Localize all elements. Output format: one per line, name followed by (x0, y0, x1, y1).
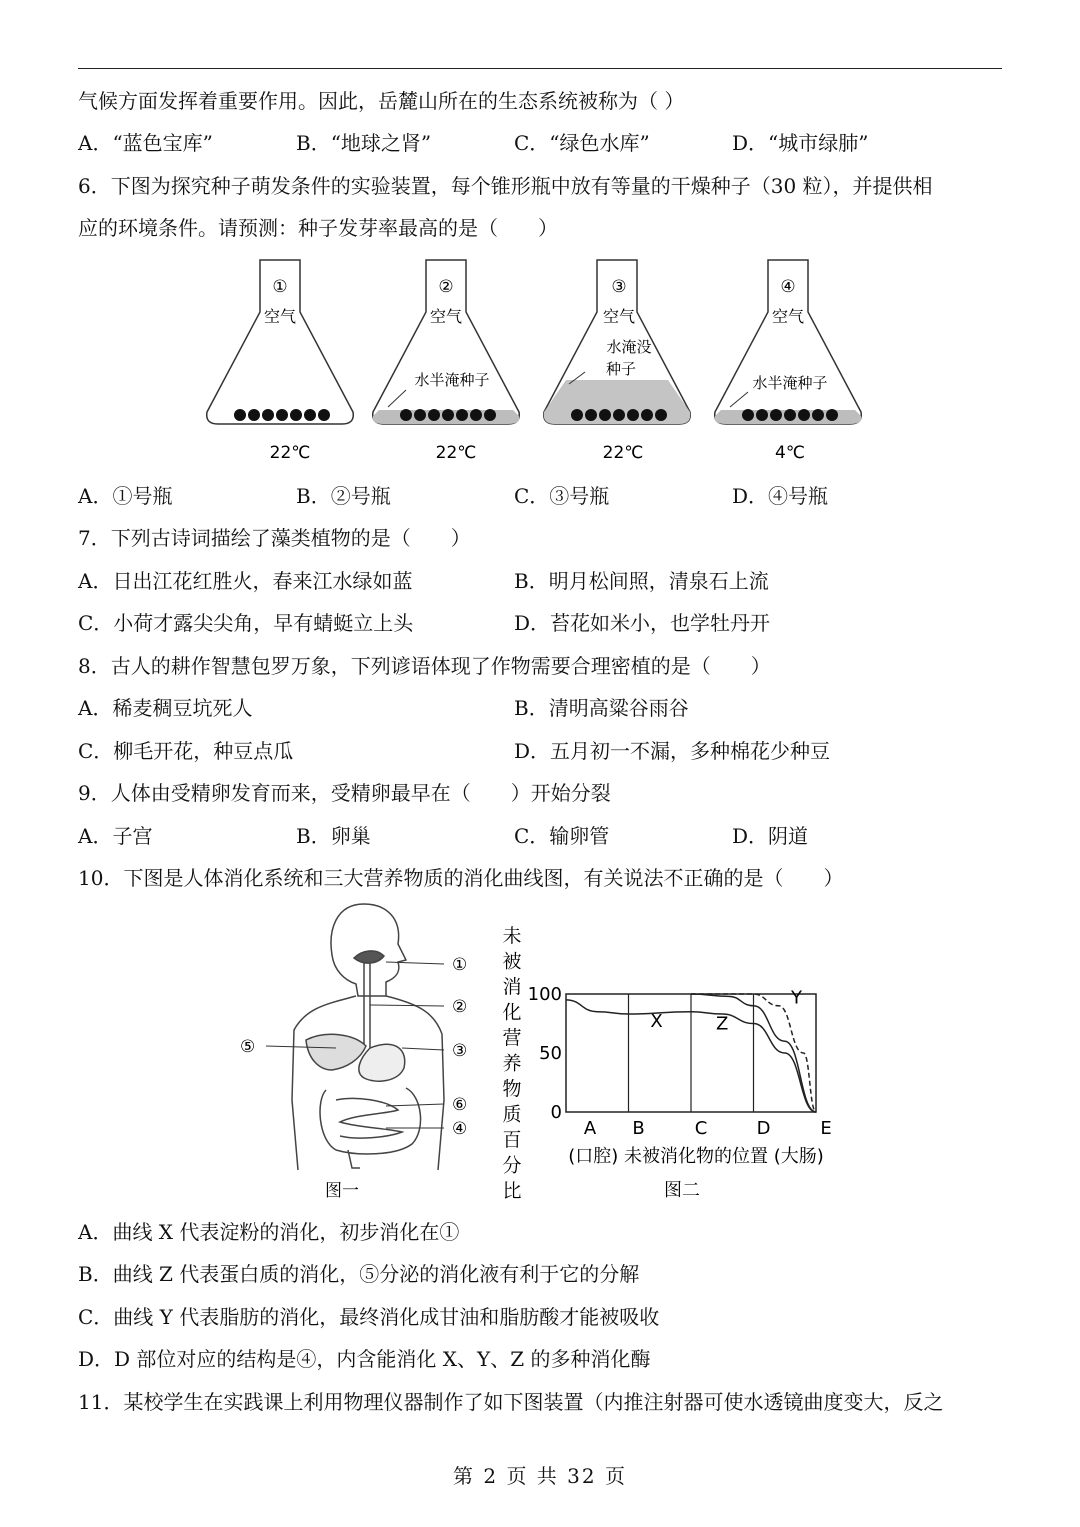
fig1-marker-4: ④ (452, 1119, 468, 1139)
q8-option-c[interactable]: C．柳毛开花，种豆点瓜 (78, 739, 294, 763)
q9-option-b[interactable]: B．卵巢 (296, 824, 371, 848)
curve-label-z: Z (716, 1013, 729, 1035)
x-tick-C: C (694, 1118, 708, 1139)
y-tick-labels (528, 984, 562, 1123)
digestion-curve-chart (496, 920, 856, 1210)
flask-3-water-label-2: 种子 (605, 360, 637, 378)
y-label-char: 百 (502, 1129, 522, 1151)
flask-3-number: ③ (611, 277, 627, 297)
flask-2-number: ② (438, 277, 454, 297)
q6-option-a[interactable]: A．①号瓶 (78, 484, 173, 508)
q8-option-a[interactable]: A．稀麦稠豆坑死人 (78, 696, 253, 720)
q5-option-b[interactable]: B．“地球之肾” (296, 131, 432, 155)
curve-label-x: X (650, 1011, 663, 1033)
header-rule (78, 68, 1002, 69)
q5-option-a[interactable]: A．“蓝色宝库” (78, 131, 213, 155)
flask-2 (373, 260, 520, 463)
flask-2-air-label: 空气 (429, 307, 463, 326)
flask-4 (715, 260, 862, 463)
fig1-marker-5: ⑤ (240, 1037, 256, 1057)
y-tick-50: 50 (539, 1043, 562, 1064)
q7-option-a[interactable]: A．日出江花红胜火，春来江水绿如蓝 (78, 569, 413, 593)
y-label-char: 被 (502, 950, 522, 973)
x-axis-label: (口腔) 未被消化物的位置 (大肠) (568, 1146, 824, 1167)
flask-3-temp: 22℃ (602, 443, 644, 463)
y-label-char: 分 (502, 1154, 522, 1177)
y-label-char: 物 (502, 1078, 522, 1100)
y-label-char: 质 (502, 1103, 522, 1126)
fig1-marker-6: ⑥ (452, 1095, 468, 1115)
q9-stem: 9．人体由受精卵发育而来，受精卵最早在（ ）开始分裂 (78, 781, 611, 805)
q10-option-d[interactable]: D．D 部位对应的结构是④，内含能消化 X、Y、Z 的多种消化酶 (78, 1347, 651, 1371)
flask-4-air-label: 空气 (771, 307, 805, 326)
flask-3 (544, 260, 691, 463)
y-label-char: 未 (502, 925, 522, 947)
x-tick-D: D (756, 1118, 771, 1139)
flask-3-water-label-1: 水淹没 (606, 338, 652, 356)
flask-1-temp: 22℃ (269, 443, 311, 463)
q7-option-c[interactable]: C．小荷才露尖尖角，早有蜻蜓立上头 (78, 611, 414, 635)
page-footer: 第 2 页 共 32 页 (453, 1464, 627, 1488)
flask-3-air-label: 空气 (602, 307, 636, 326)
x-tick-A: A (583, 1118, 597, 1139)
digestive-system-figure (236, 900, 486, 1210)
q8-option-d[interactable]: D．五月初一不漏，多种棉花少种豆 (514, 739, 831, 763)
q9-option-d[interactable]: D．阴道 (732, 824, 809, 848)
q6-option-d[interactable]: D．④号瓶 (732, 484, 829, 508)
flask-2-temp: 22℃ (435, 443, 477, 463)
flask-1-number: ① (272, 277, 288, 297)
q6-option-b[interactable]: B．②号瓶 (296, 484, 391, 508)
seed-flask-figure (200, 252, 880, 472)
q6-option-c[interactable]: C．③号瓶 (514, 484, 610, 508)
y-tick-100: 100 (527, 984, 562, 1005)
curve-label-y: Y (791, 987, 802, 1009)
q5-option-d[interactable]: D．“城市绿肺” (732, 131, 869, 155)
fig1-marker-2: ② (452, 997, 468, 1017)
q5-stem: 气候方面发挥着重要作用。因此，岳麓山所在的生态系统被称为（ ） (78, 89, 685, 113)
q10-stem: 10．下图是人体消化系统和三大营养物质的消化曲线图，有关说法不正确的是（ ） (78, 866, 844, 890)
q6-stem-line1: 6．下图为探究种子萌发条件的实验装置，每个锥形瓶中放有等量的干燥种子（30 粒），并提供相 (78, 174, 933, 198)
flask-4-temp: 4℃ (775, 443, 805, 463)
y-label-char: 营 (502, 1027, 522, 1049)
flask-1 (207, 260, 354, 463)
y-label-char: 比 (502, 1180, 522, 1202)
flask-4-water-label: 水半淹种子 (752, 374, 828, 392)
y-label-char: 化 (502, 1001, 522, 1024)
y-label-char: 消 (502, 976, 522, 998)
x-tick-B: B (632, 1118, 645, 1139)
q8-stem: 8．古人的耕作智慧包罗万象，下列谚语体现了作物需要合理密植的是（ ） (78, 654, 771, 678)
x-tick-E: E (820, 1118, 832, 1139)
flask-2-water-label: 水半淹种子 (414, 371, 490, 389)
y-axis-label (502, 925, 521, 1202)
q9-option-c[interactable]: C．输卵管 (514, 824, 610, 848)
fig1-caption: 图一 (325, 1181, 359, 1201)
q9-option-a[interactable]: A．子宫 (78, 824, 153, 848)
q10-option-b[interactable]: B．曲线 Z 代表蛋白质的消化，⑤分泌的消化液有利于它的分解 (78, 1262, 640, 1286)
q5-option-c[interactable]: C．“绿色水库” (514, 131, 650, 155)
q7-stem: 7．下列古诗词描绘了藻类植物的是（ ） (78, 526, 471, 550)
q6-stem-line2: 应的环境条件。请预测：种子发芽率最高的是（ ） (78, 216, 558, 240)
fig1-marker-3: ③ (452, 1041, 468, 1061)
q10-option-c[interactable]: C．曲线 Y 代表脂肪的消化，最终消化成甘油和脂肪酸才能被吸收 (78, 1305, 660, 1329)
q7-option-d[interactable]: D．苔花如米小，也学牡丹开 (514, 611, 771, 635)
q8-option-b[interactable]: B．清明高粱谷雨谷 (514, 696, 689, 720)
y-tick-0: 0 (550, 1102, 562, 1123)
y-label-char: 养 (502, 1052, 522, 1075)
fig2-caption: 图二 (664, 1180, 700, 1201)
x-tick-labels (584, 1118, 832, 1139)
fig1-marker-1: ① (452, 955, 468, 975)
flask-1-air-label: 空气 (263, 307, 297, 326)
q7-option-b[interactable]: B．明月松间照，清泉石上流 (514, 569, 769, 593)
flask-4-number: ④ (780, 277, 796, 297)
q10-option-a[interactable]: A．曲线 X 代表淀粉的消化，初步消化在① (78, 1220, 460, 1244)
q11-stem-line1: 11．某校学生在实践课上利用物理仪器制作了如下图装置（内推注射器可使水透镜曲度变大，反之 (78, 1390, 944, 1414)
